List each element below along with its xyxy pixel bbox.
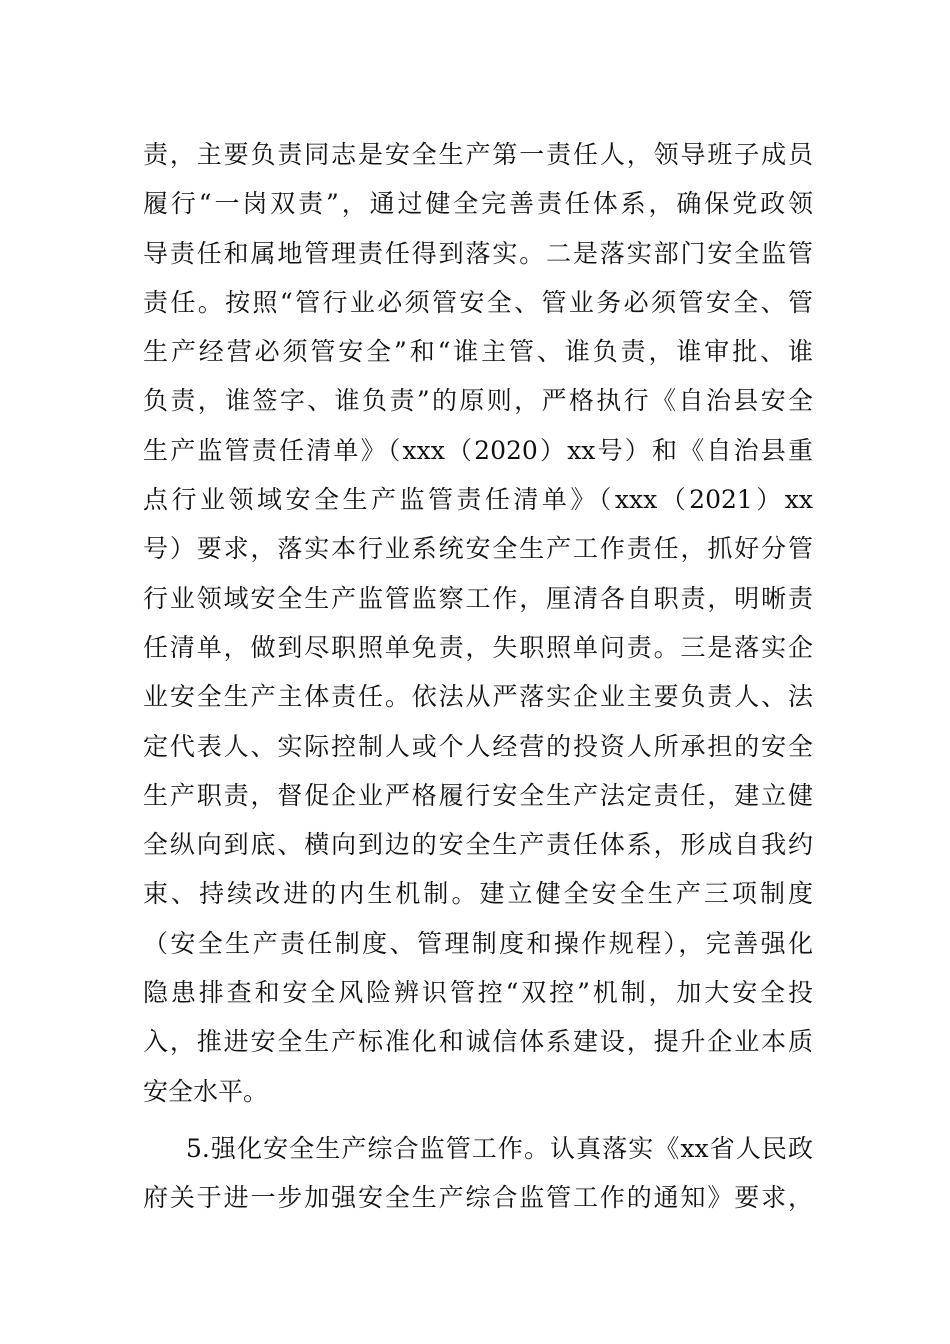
- text-line: 生产经营必须管安全”和“谁主管、谁负责，谁审批、谁: [143, 337, 813, 367]
- text-line: 导责任和属地管理责任得到落实。二是落实部门安全监管: [143, 238, 813, 268]
- text-line: 履行“一岗双责”，通过健全完善责任体系，确保党政领: [143, 189, 813, 219]
- text-line: 责，主要负责同志是安全生产第一责任人，领导班子成员: [143, 140, 813, 169]
- text-line: 全纵向到底、横向到边的安全生产责任体系，形成自我约: [143, 830, 813, 860]
- text-line: 点行业领域安全生产监管责任清单》（xxx（2021）xx: [143, 485, 813, 515]
- document-body: [143, 130, 813, 1223]
- text-line: 任清单，做到尽职照单免责，失职照单问责。三是落实企: [143, 632, 813, 662]
- text-line: （安全生产责任制度、管理制度和操作规程），完善强化: [143, 928, 813, 958]
- text-line: 号）要求，落实本行业系统安全生产工作责任，抓好分管: [143, 534, 813, 564]
- paragraph-responsibility: [143, 130, 813, 1116]
- paragraph-section-5: [143, 1124, 813, 1223]
- text-line: 生产职责，督促企业严格履行安全生产法定责任，建立健: [143, 780, 813, 810]
- text-line: 责任。按照“管行业必须管安全、管业务必须管安全、管: [143, 287, 813, 317]
- text-line: 隐患排查和安全风险辨识管控“双控”机制，加大安全投: [143, 978, 813, 1008]
- text-line: 负责，谁签字、谁负责”的原则，严格执行《自治县安全: [143, 386, 813, 416]
- text-line: 业安全生产主体责任。依法从严落实企业主要负责人、法: [143, 682, 813, 712]
- text-line: 入，推进安全生产标准化和诚信体系建设，提升企业本质: [143, 1027, 813, 1057]
- text-line: 安全水平。: [143, 1076, 269, 1106]
- text-line: 行业领域安全生产监管监察工作，厘清各自职责，明晰责: [143, 583, 813, 613]
- text-line: 定代表人、实际控制人或个人经营的投资人所承担的安全: [143, 731, 813, 761]
- text-line: 生产监管责任清单》（xxx（2020）xx号）和《自治县重: [143, 435, 813, 465]
- paragraph-gap: [143, 1116, 813, 1124]
- text-line: 府关于进一步加强安全生产综合监管工作的通知》要求，: [143, 1183, 813, 1213]
- text-line: 束、持续改进的内生机制。建立健全安全生产三项制度: [143, 879, 813, 909]
- text-line: 5.强化安全生产综合监管工作。认真落实《xx省人民政: [186, 1133, 813, 1163]
